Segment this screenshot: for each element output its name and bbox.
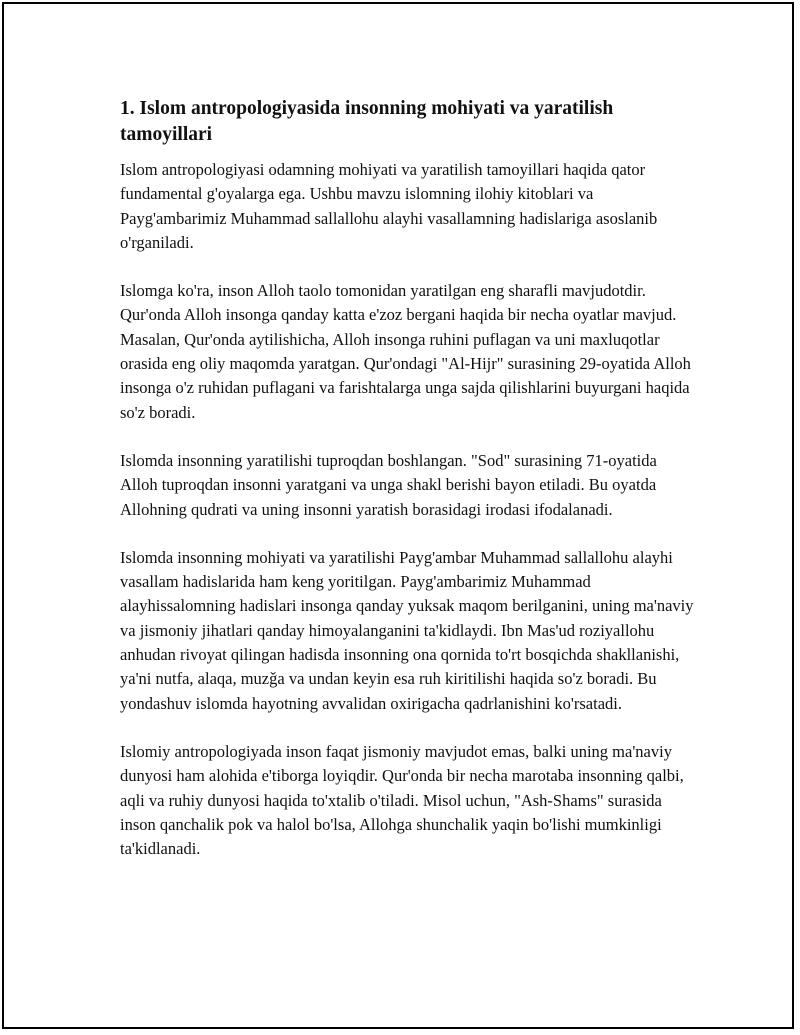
paragraph: Islomda insonning mohiyati va yaratilishi Payg'ambar Muhammad sallallohu alayhi vasallam hadislarida ham keng yoritilgan. Payg'ambarimiz Muhammad alayhissalomning hadislari insonga qanday yuksak maqom berilganini, uning ma'naviy va jismoniy jihatlari qanday himoyalanganini ta'kidlaydi. Ibn Mas'ud roziyallohu anhudan rivoyat qilingan hadisda insonning ona qornida to'rt bosqichda shakllanishi, ya'ni nutfa, alaqa, muzǧa va undan keyin esa ruh kiritilishi haqida so'z boradi. Bu yondashuv islomda hayotning avvalidan oxirigacha qadrlanishini ko'rsatadi. xyxy=(120,547,694,713)
document-title: 1. Islom antropologiyasida insonning mohiyati va yaratilish tamoyillari xyxy=(120,98,614,145)
paragraph: Islom antropologiyasi odamning mohiyati va yaratilish tamoyillari haqida qator fundamental g'oyalarga ega. Ushbu mavzu islomning ilohiy kitoblari va Payg'ambarimiz Muhammad sallallohu alayhi vasallamning hadislariga asoslanib o'rganiladi. xyxy=(120,160,658,252)
paragraph: Islomda insonning yaratilishi tuproqdan boshlangan. "Sod" surasining 71-oyatida Alloh tuproqdan insonni yaratgani va unga shakl berishi bayon etiladi. Bu oyatda Allohning qudrati va uning insonni yaratish borasidagi irodasi ifodalanadi. xyxy=(120,450,657,519)
page-frame xyxy=(2,2,794,1029)
paragraph: Islomga ko'ra, inson Alloh taolo tomonidan yaratilgan eng sharafli mavjudotdir. Qur'onda Alloh insonga qanday katta e'zoz bergani haqida bir necha oyatlar mavjud. Masalan, Qur'onda aytilishicha, Alloh insonga ruhini puflagan va uni maxluqotlar orasida eng oliy maqomda yaratgan. Qur'ondagi "Al-Hijr" surasining 29-oyatida Alloh insonga o'z ruhidan puflagani va farishtalarga unga sajda qilishlarini buyurgani haqida so'z boradi. xyxy=(120,281,691,422)
document-body xyxy=(120,96,695,885)
paragraph: Islomiy antropologiyada inson faqat jismoniy mavjudot emas, balki uning ma'naviy dunyosi ham alohida e'tiborga loyiqdir. Qur'onda bir necha marotaba insonning qalbi, aqli va ruhiy dunyosi haqida to'xtalib o'tiladi. Misol uchun, "Ash-Shams" surasida inson qanchalik pok va halol bo'lsa, Allohga shunchalik yaqin bo'lishi mumkinligi ta'kidlanadi. xyxy=(120,741,684,859)
